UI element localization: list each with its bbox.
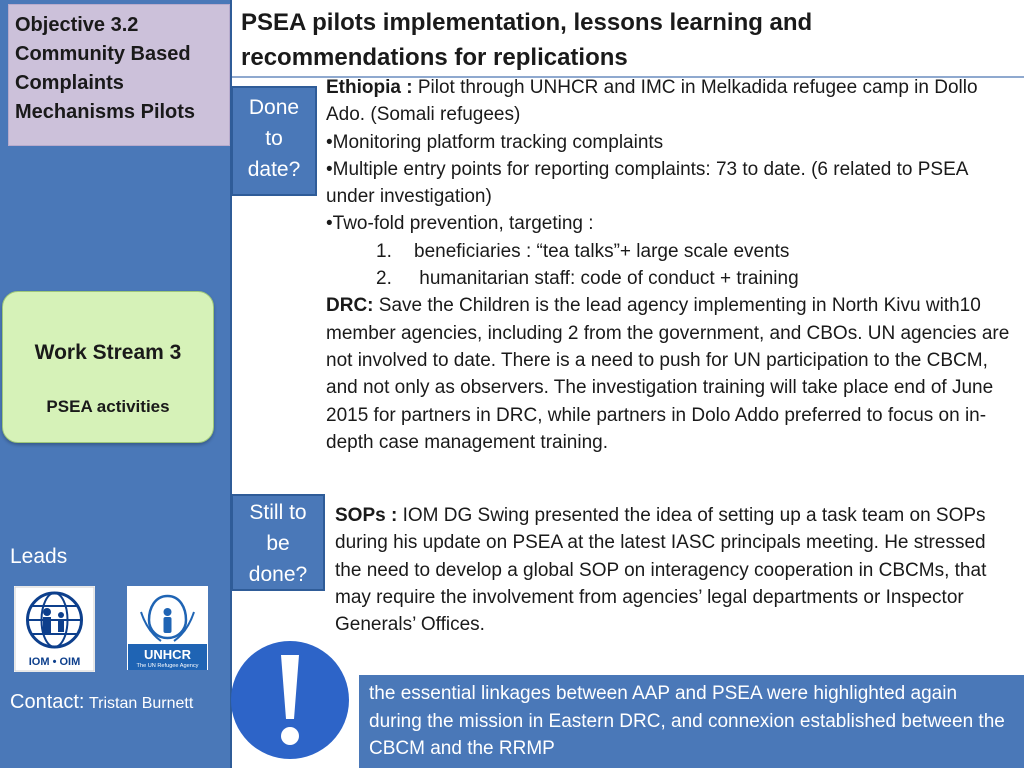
tag-line: Done [248, 96, 300, 119]
numbered-item [326, 238, 1016, 265]
ethiopia-label: Ethiopia : [326, 77, 413, 98]
unhcr-logo [127, 586, 208, 670]
leads-label: Leads [10, 545, 68, 568]
title-line: PSEA pilots implementation, lessons learning and [241, 9, 813, 36]
contact-name: Tristan Burnett [88, 695, 194, 712]
sops-text: IOM DG Swing presented the idea of setting up a task team on SOPs during his update on PSEA at the latest IASC principals meeting. He stressed the need to develop a global SOP on interagency cooperation in CBCMs, that may require the involvement from agencies’ legal departments or Inspector Generals’ Offices. [335, 505, 987, 636]
done-to-date-tag [231, 86, 317, 196]
iom-logo [14, 586, 95, 672]
sops-paragraph [335, 502, 1015, 638]
objective-line: Objective 3.2 [15, 14, 139, 36]
bullet-item: •Two-fold prevention, targeting : [326, 213, 594, 235]
tag-line: date? [247, 158, 301, 181]
sops-label: SOPs : [335, 505, 398, 526]
unhcr-logo-tagline: The UN Refugee Agency [136, 663, 199, 669]
sidebar [0, 0, 232, 768]
done-content [326, 74, 1016, 456]
unhcr-logo-name: UNHCR [144, 647, 191, 662]
objective-line: Complaints [15, 72, 124, 94]
tag-line: Still to [249, 501, 307, 524]
objective-line: Community Based [15, 43, 191, 65]
iom-emblem-icon [14, 586, 95, 672]
drc-text: Save the Children is the lead agency implementing in North Kivu with10 member agencies, including 2 from the government, and CBOs. UN agencies are not involved to date. There is a need to push for UN participation to the CBCM, and not only as observers. The investigation training will take place end of June 2015 for partners in DRC, while partners in Dolo Addo preferred to focus on in-depth case management training. [326, 295, 1010, 453]
bullet-item: •Monitoring platform tracking complaints [326, 131, 664, 153]
tag-line: to [265, 127, 283, 150]
unhcr-emblem-icon [127, 586, 208, 670]
bullet-item: •Multiple entry points for reporting complaints: 73 to date. (6 related to PSEA under investigation) [326, 158, 968, 208]
linkages-callout: the essential linkages between AAP and PSEA were highlighted again during the mission in Eastern DRC, and connexion established between the CBCM and the RRMP [359, 675, 1024, 768]
page-title [241, 5, 1011, 75]
tag-line: done? [248, 563, 308, 586]
exclamation-mark-icon [231, 641, 349, 759]
ethiopia-text: Pilot through UNHCR and IMC in Melkadida refugee camp in Dollo Ado. (Somali refugees) [326, 77, 978, 126]
exclamation-icon [231, 641, 349, 759]
objective-line: Mechanisms Pilots [15, 101, 196, 123]
workstream-box [2, 291, 214, 443]
objective-box [8, 4, 230, 146]
contact [10, 691, 225, 717]
iom-logo-text: IOM • OIM [28, 656, 81, 668]
item-number: 1. [376, 240, 392, 262]
drc-label: DRC: [326, 295, 374, 317]
tag-line: be [266, 532, 290, 555]
drc-paragraph [326, 292, 1016, 456]
numbered-item [326, 265, 1016, 292]
still-to-be-done-tag [231, 494, 325, 591]
workstream-title: Work Stream 3 [34, 341, 182, 364]
item-text: humanitarian staff: code of conduct + training [414, 268, 799, 290]
item-text: beneficiaries : “tea talks”+ large scale events [414, 240, 790, 262]
contact-label: Contact: [10, 691, 85, 713]
ethiopia-paragraph [326, 74, 1016, 129]
item-number: 2. [376, 268, 392, 290]
workstream-subtitle: PSEA activities [46, 397, 170, 416]
title-line: recommendations for replications [241, 44, 628, 71]
